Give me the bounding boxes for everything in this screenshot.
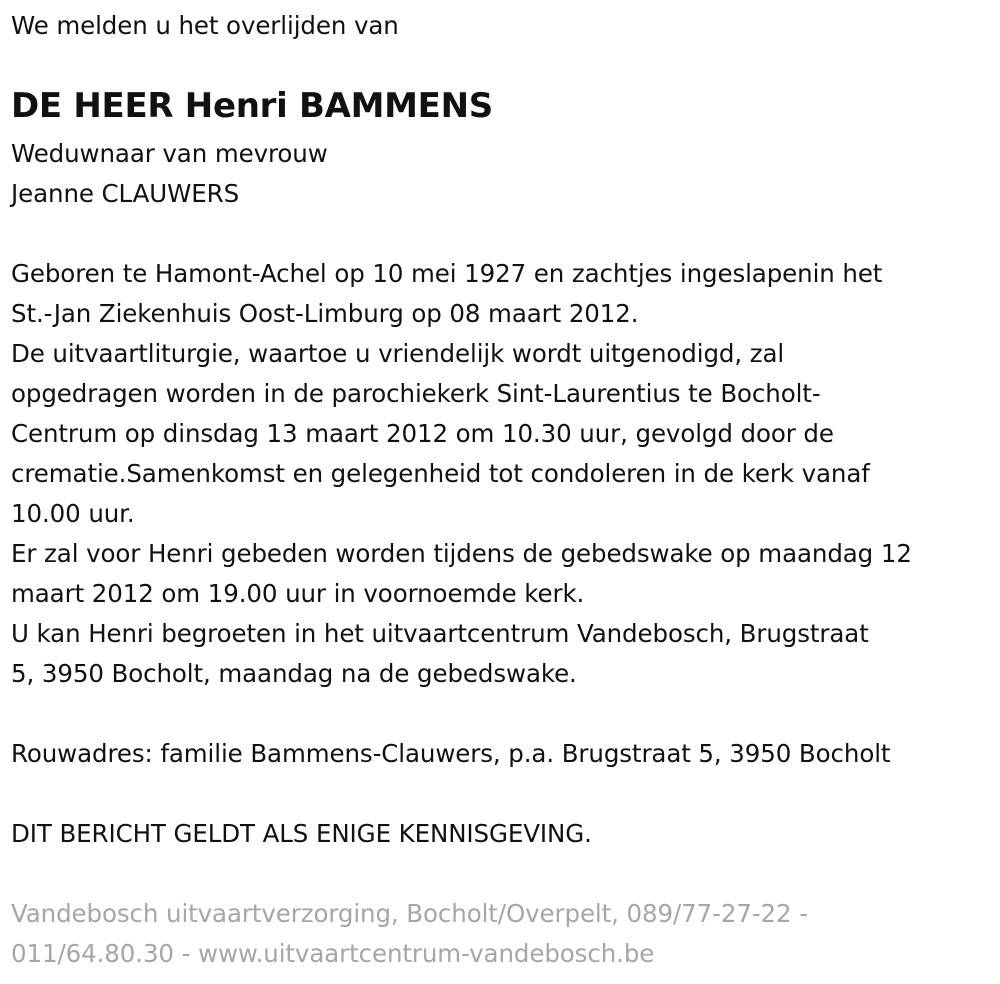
body-line: 10.00 uur. xyxy=(11,499,135,528)
body-line: U kan Henri begroeten in het uitvaartcentrum Vandebosch, Brugstraat xyxy=(11,619,869,648)
funeral-home-website: 011/64.80.30 - www.uitvaartcentrum-vandebosch.be xyxy=(11,939,655,968)
body-line: De uitvaartliturgie, waartoe u vriendelijk wordt uitgenodigd, zal xyxy=(11,339,785,368)
spouse-line: Weduwnaar van mevrouw xyxy=(11,139,328,168)
body-line: Er zal voor Henri gebeden worden tijdens de gebedswake op maandag 12 xyxy=(11,539,912,568)
body-line: crematie.Samenkomst en gelegenheid tot condoleren in de kerk vanaf xyxy=(11,459,870,488)
body-line: St.-Jan Ziekenhuis Oost-Limburg op 08 maart 2012. xyxy=(11,299,639,328)
body-line: maart 2012 om 19.00 uur in voornoemde kerk. xyxy=(11,579,585,608)
notice-text: DIT BERICHT GELDT ALS ENIGE KENNISGEVING. xyxy=(11,819,592,848)
body-line: opgedragen worden in de parochiekerk Sint-Laurentius te Bocholt- xyxy=(11,379,821,408)
body-line: 5, 3950 Bocholt, maandag na de gebedswake. xyxy=(11,659,577,688)
deceased-name: DE HEER Henri BAMMENS xyxy=(11,86,493,126)
funeral-home-contact: Vandebosch uitvaartverzorging, Bocholt/Overpelt, 089/77-27-22 - xyxy=(11,899,808,928)
mourning-address: Rouwadres: familie Bammens-Clauwers, p.a. Brugstraat 5, 3950 Bocholt xyxy=(11,739,891,768)
spouse-name: Jeanne CLAUWERS xyxy=(11,179,240,208)
body-line: Centrum op dinsdag 13 maart 2012 om 10.30 uur, gevolgd door de xyxy=(11,419,834,448)
body-line: Geboren te Hamont-Achel op 10 mei 1927 en zachtjes ingeslapenin het xyxy=(11,259,883,288)
intro-text: We melden u het overlijden van xyxy=(11,11,399,40)
